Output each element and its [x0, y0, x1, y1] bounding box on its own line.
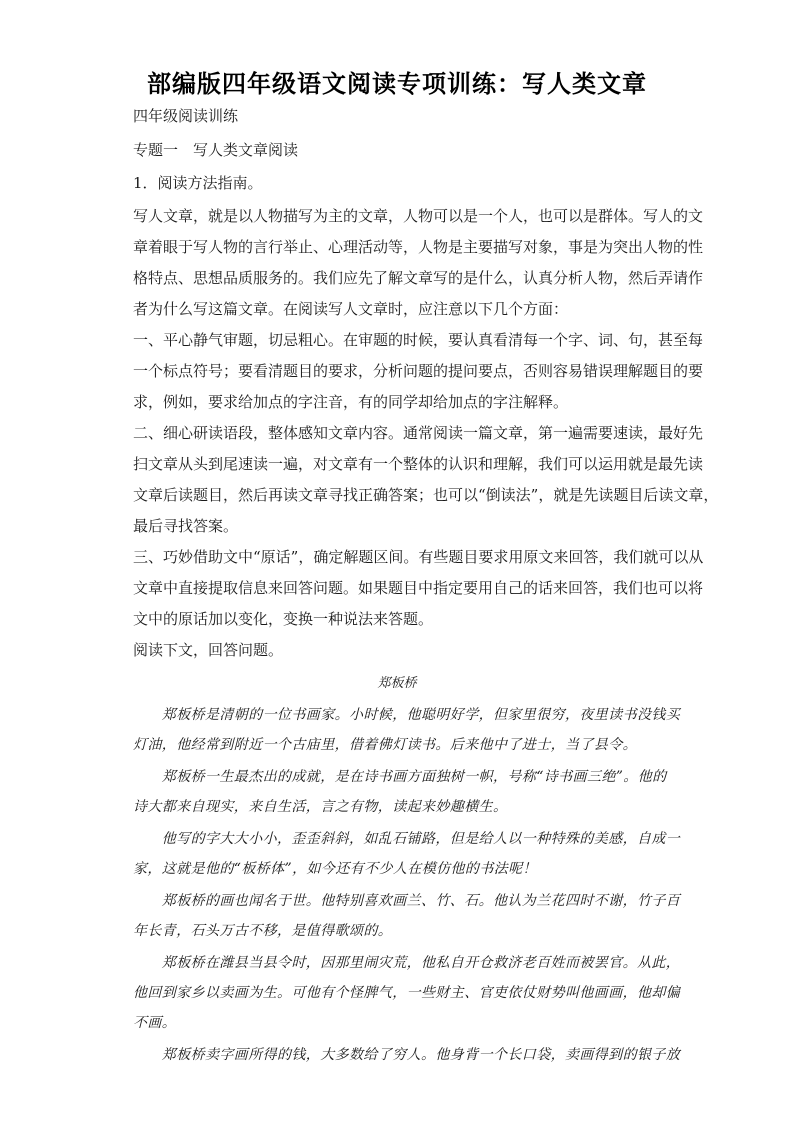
paragraph-line: 最后寻找答案。	[133, 517, 239, 535]
paragraph-line: 一个标点符号；要看清题目的要求，分析问题的提问要点，否则容易错误理解题目的要	[133, 362, 704, 380]
paragraph-line: 三、巧妙借助文中“原话”，确定解题区间。有些题目要求用原文来回答，我们就可以从	[133, 548, 704, 566]
story-line: 郑板桥卖字画所得的钱，大多数给了穷人。他身背一个长口袋，卖画得到的银子放	[133, 1047, 681, 1063]
instruction-line: 阅读下文，回答问题。	[133, 641, 284, 659]
story-title: 郑板桥	[377, 676, 417, 691]
paragraph-line: 文章中直接提取信息来回答问题。如果题目中指定要用自己的话来回答，我们也可以将	[133, 579, 704, 597]
story-line: 不画。	[133, 1015, 177, 1031]
paragraph-line: 写人文章，就是以人物描写为主的文章，人物可以是一个人，也可以是群体。写人的文	[133, 207, 704, 225]
paragraph-line: 求，例如，要求给加点的字注音，有的同学却给加点的字注解释。	[133, 393, 569, 411]
paragraph-line: 章着眼于写人物的言行举止、心理活动等，人物是主要描写对象，事是为突出人物的性	[133, 238, 704, 256]
paragraph-line: 者为什么写这篇文章。在阅读写人文章时，应注意以下几个方面：	[133, 300, 569, 318]
section-heading: 专题一 写人类文章阅读	[133, 141, 299, 159]
story-line: 诗大都来自现实，来自生活，言之有物，读起来妙趣横生。	[133, 799, 508, 815]
story-line: 郑板桥的画也闻名于世。他特别喜欢画兰、竹、石。他认为兰花四时不谢，竹子百	[133, 893, 681, 909]
paragraph-line: 文章后读题目，然后再读文章寻找正确答案；也可以“倒读法”，就是先读题目后读文章，	[133, 486, 719, 504]
paragraph-line: 格特点、思想品质服务的。我们应先了解文章写的是什么，认真分析人物，然后弄请作	[133, 269, 704, 287]
story-line: 年长青，石头万古不移，是值得歌颂的。	[133, 923, 393, 939]
story-line: 郑板桥是清朝的一位书画家。小时候，他聪明好学，但家里很穷，夜里读书没钱买	[133, 707, 681, 723]
page-title: 部编版四年级语文阅读专项训练：写人类文章	[147, 70, 647, 98]
story-line: 他回到家乡以卖画为生。可他有个怪脾气，一些财主、官吏依仗财势叫他画画，他却偏	[133, 985, 681, 1001]
story-line: 他写的字大大小小，歪歪斜斜，如乱石铺路，但是给人以一种特殊的美感，自成一	[133, 831, 681, 847]
story-line: 郑板桥一生最杰出的成就，是在诗书画方面独树一帜，号称“诗书画三绝”。他的	[133, 769, 667, 785]
paragraph-line: 二、细心研读语段，整体感知文章内容。通常阅读一篇文章，第一遍需要速读，最好先	[133, 424, 704, 442]
story-line: 灯油，他经常到附近一个古庙里，借着佛灯读书。后来他中了进士，当了县令。	[133, 737, 637, 753]
sub-heading: 1．阅读方法指南。	[133, 174, 263, 192]
paragraph-line: 文中的原话加以变化，变换一种说法来答题。	[133, 610, 434, 628]
story-line: 郑板桥在潍县当县令时，因那里闹灾荒，他私自开仓救济老百姓而被罢官。从此，	[133, 955, 681, 971]
paragraph-line: 扫文章从头到尾速读一遍，对文章有一个整体的认识和理解，我们可以运用就是最先读	[133, 455, 704, 473]
paragraph-line: 一、平心静气审题，切忌粗心。在审题的时候，要认真看清每一个字、词、句，甚至每	[133, 331, 704, 349]
intro-line: 四年级阅读训练	[133, 107, 239, 125]
story-line: 家，这就是他的“板桥体”，如今还有不少人在模仿他的书法呢！	[133, 861, 537, 877]
